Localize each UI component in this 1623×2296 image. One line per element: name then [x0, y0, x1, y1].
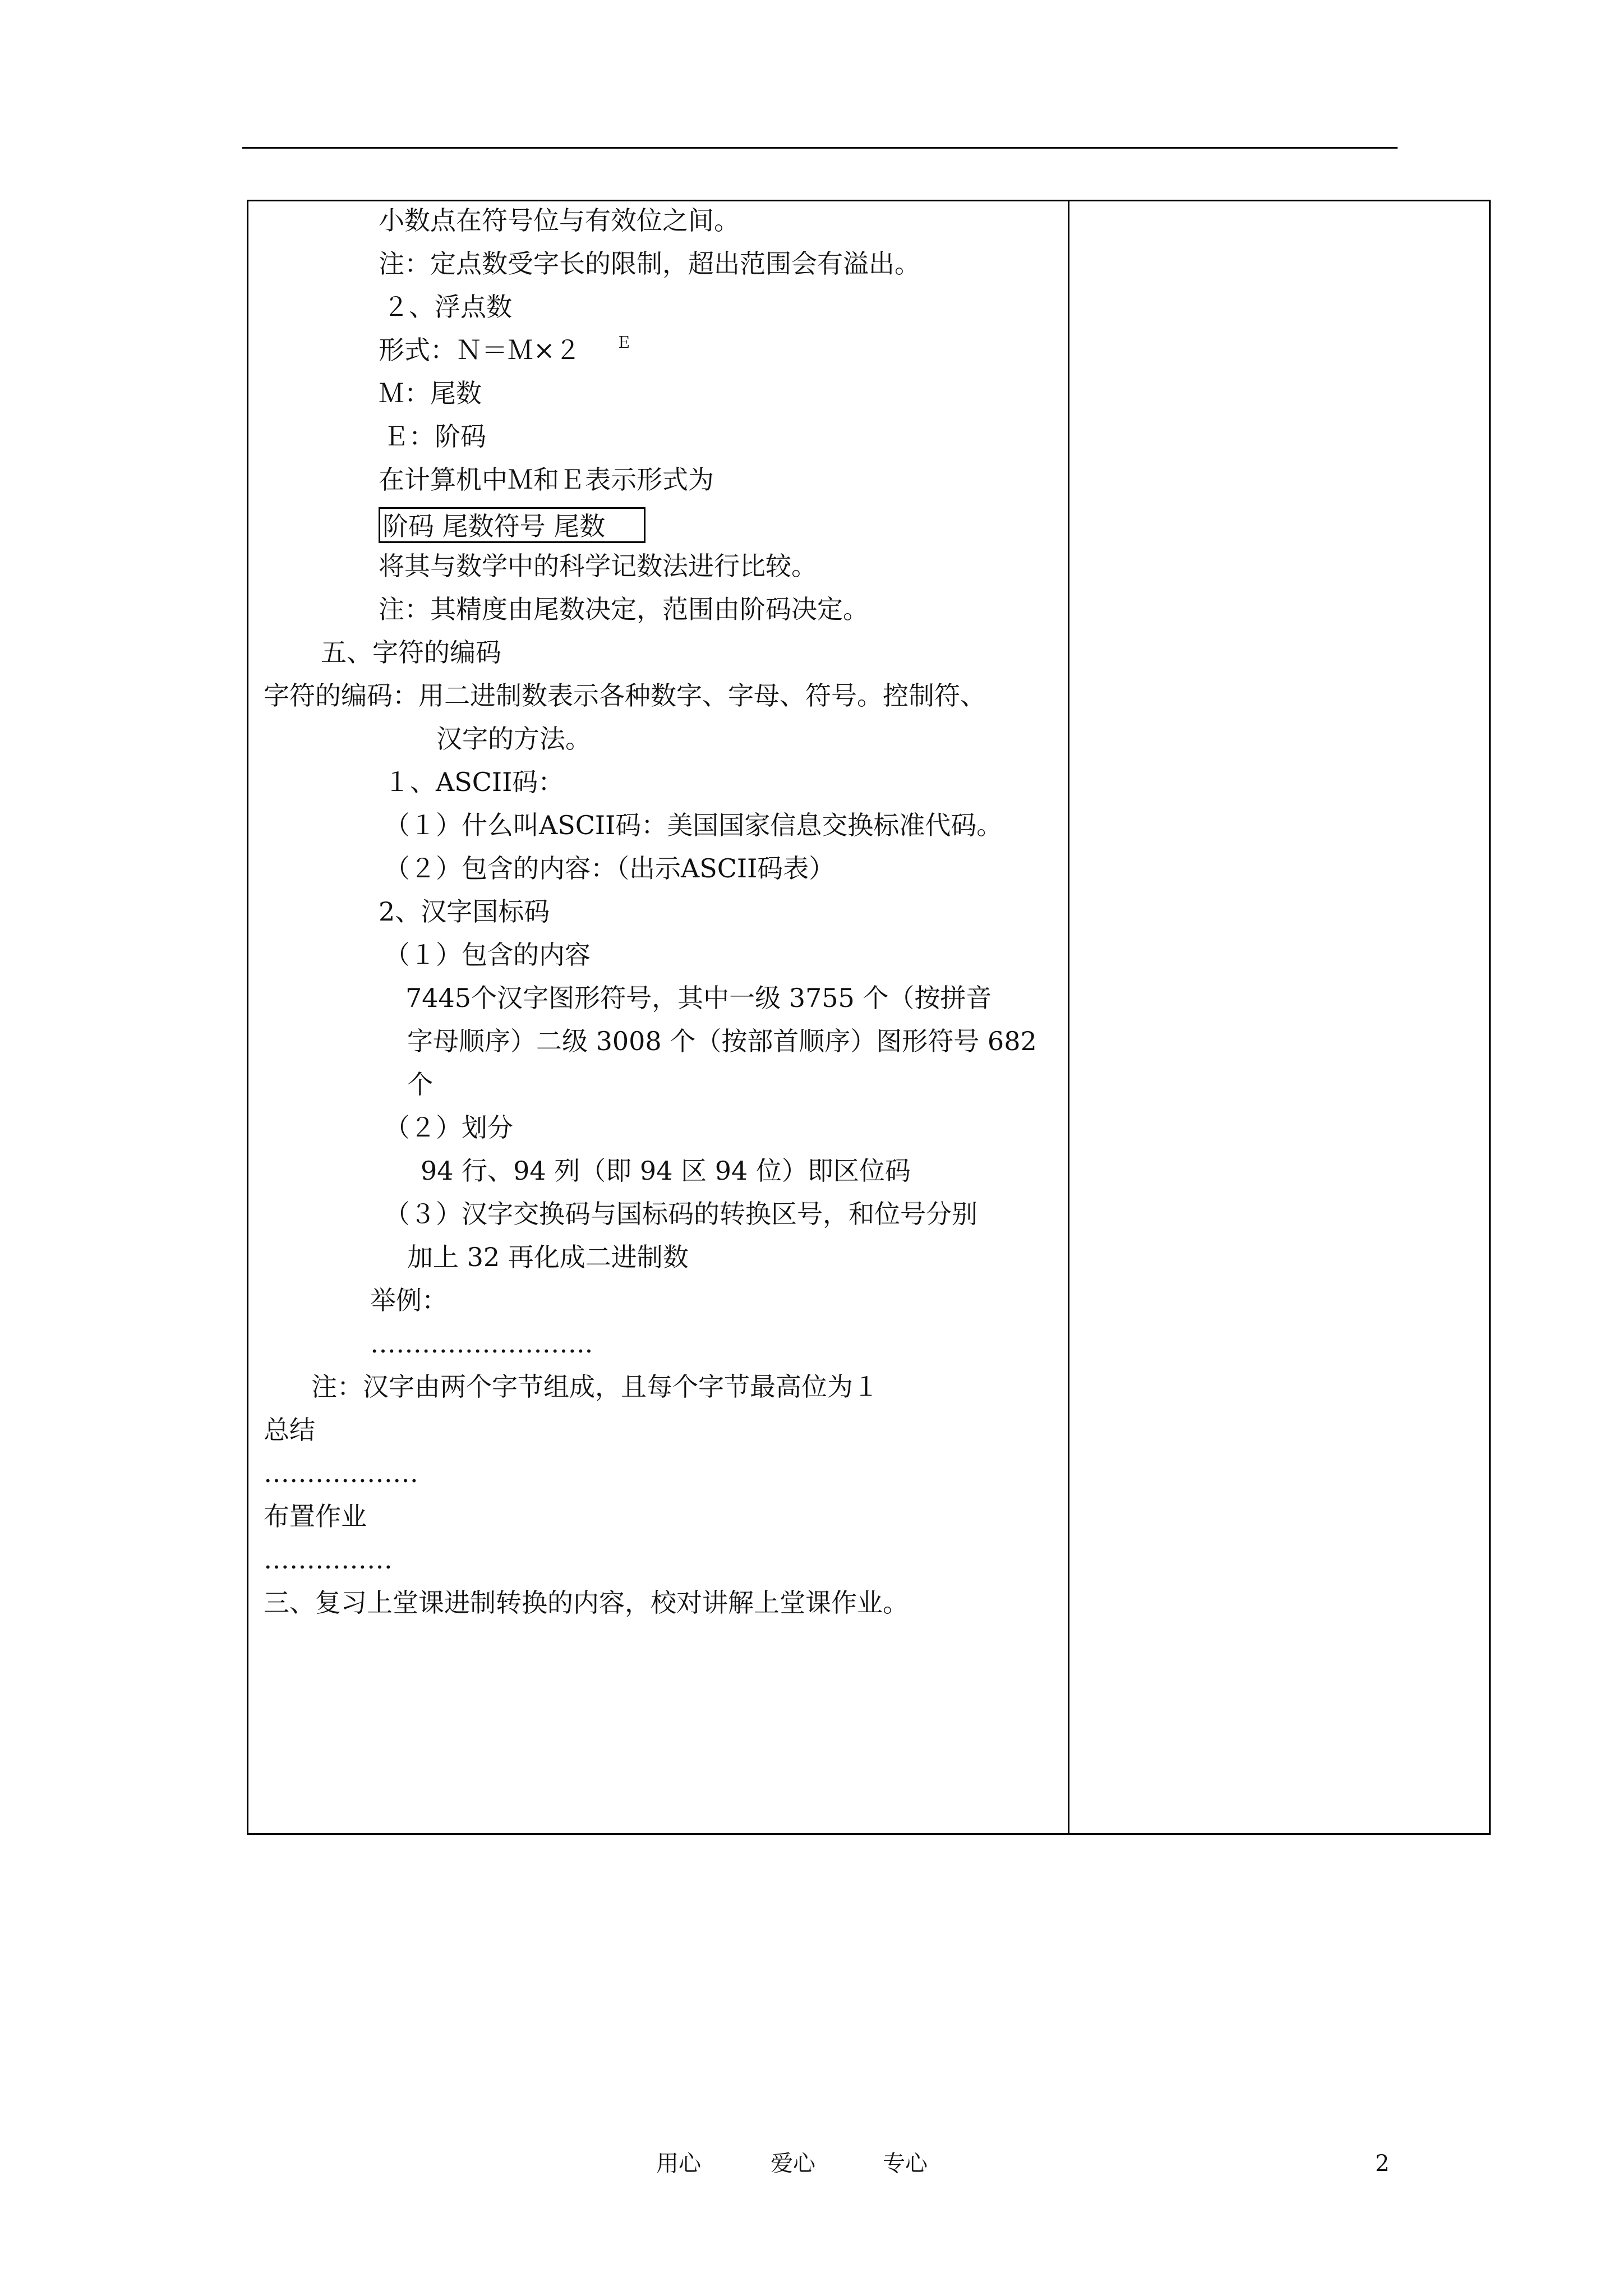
ellipsis-line: ……………………..: [370, 1328, 593, 1359]
text-line: 三、复习上堂课进制转换的内容，校对讲解上堂课作业。: [264, 1588, 909, 1618]
text-line: （１）包含的内容: [384, 940, 591, 970]
text-line: （２）划分: [384, 1112, 513, 1143]
text-line: 注：定点数受字长的限制，超出范围会有溢出。: [379, 249, 920, 279]
text-line: 举例：: [370, 1285, 448, 1315]
text-line: 字符的编码：用二进制数表示各种数字、字母、符号。控制符、: [264, 680, 986, 711]
text-line: 94 行、94 列（即 94 区 94 位）即区位码: [421, 1156, 911, 1186]
ellipsis-line: ……………: [264, 1544, 393, 1575]
text-line: 形式：Ｎ＝Ｍ×２: [379, 335, 581, 365]
text-line: （３）汉字交换码与国标码的转换区号，和位号分别: [384, 1199, 978, 1229]
text-line: 汉字的方法。: [436, 724, 591, 754]
text-line: 个: [407, 1069, 433, 1099]
text-line: １、ASCII码：: [384, 767, 564, 797]
footer-motto-2: 爱心: [771, 2151, 815, 2177]
header-rule: [242, 147, 1398, 149]
footer-motto-3: 专心: [883, 2151, 928, 2177]
format-box-text: 阶码 尾数符号 尾数: [382, 511, 606, 541]
text-line: 总结: [264, 1415, 315, 1445]
table-column-divider: [1068, 200, 1069, 1835]
superscript-exponent: Ｅ: [616, 333, 632, 352]
text-line: Ｅ：阶码: [383, 421, 486, 452]
section-heading: 五、字符的编码: [321, 637, 501, 668]
text-line: 注：其精度由尾数决定，范围由阶码决定。: [379, 594, 869, 624]
text-line: ２、浮点数: [383, 292, 512, 322]
text-line: 7445个汉字图形符号，其中一级 3755 个（按拼音: [405, 983, 992, 1013]
page-number: 2: [1375, 2151, 1390, 2177]
text-line: 布置作业: [264, 1501, 367, 1531]
text-line: （２）包含的内容：（出示ASCII码表）: [384, 853, 835, 884]
format-box: [379, 507, 645, 543]
text-line: 小数点在符号位与有效位之间。: [379, 205, 740, 236]
text-line: 加上 32 再化成二进制数: [407, 1242, 689, 1272]
text-line: 字母顺序）二级 3008 个（按部首顺序）图形符号 682: [407, 1026, 1037, 1056]
text-line: （１）什么叫ASCII码：美国国家信息交换标准代码。: [384, 810, 1003, 840]
footer-motto-1: 用心: [656, 2151, 701, 2177]
text-line: 将其与数学中的科学记数法进行比较。: [379, 551, 817, 581]
text-line: 在计算机中Ｍ和Ｅ表示形式为: [379, 464, 714, 495]
ellipsis-line: ………………: [264, 1458, 418, 1488]
text-line: Ｍ：尾数: [379, 378, 482, 408]
text-line: 注：汉字由两个字节组成，且每个字节最高位为１: [311, 1372, 879, 1402]
text-line: 2、汉字国标码: [379, 896, 550, 927]
